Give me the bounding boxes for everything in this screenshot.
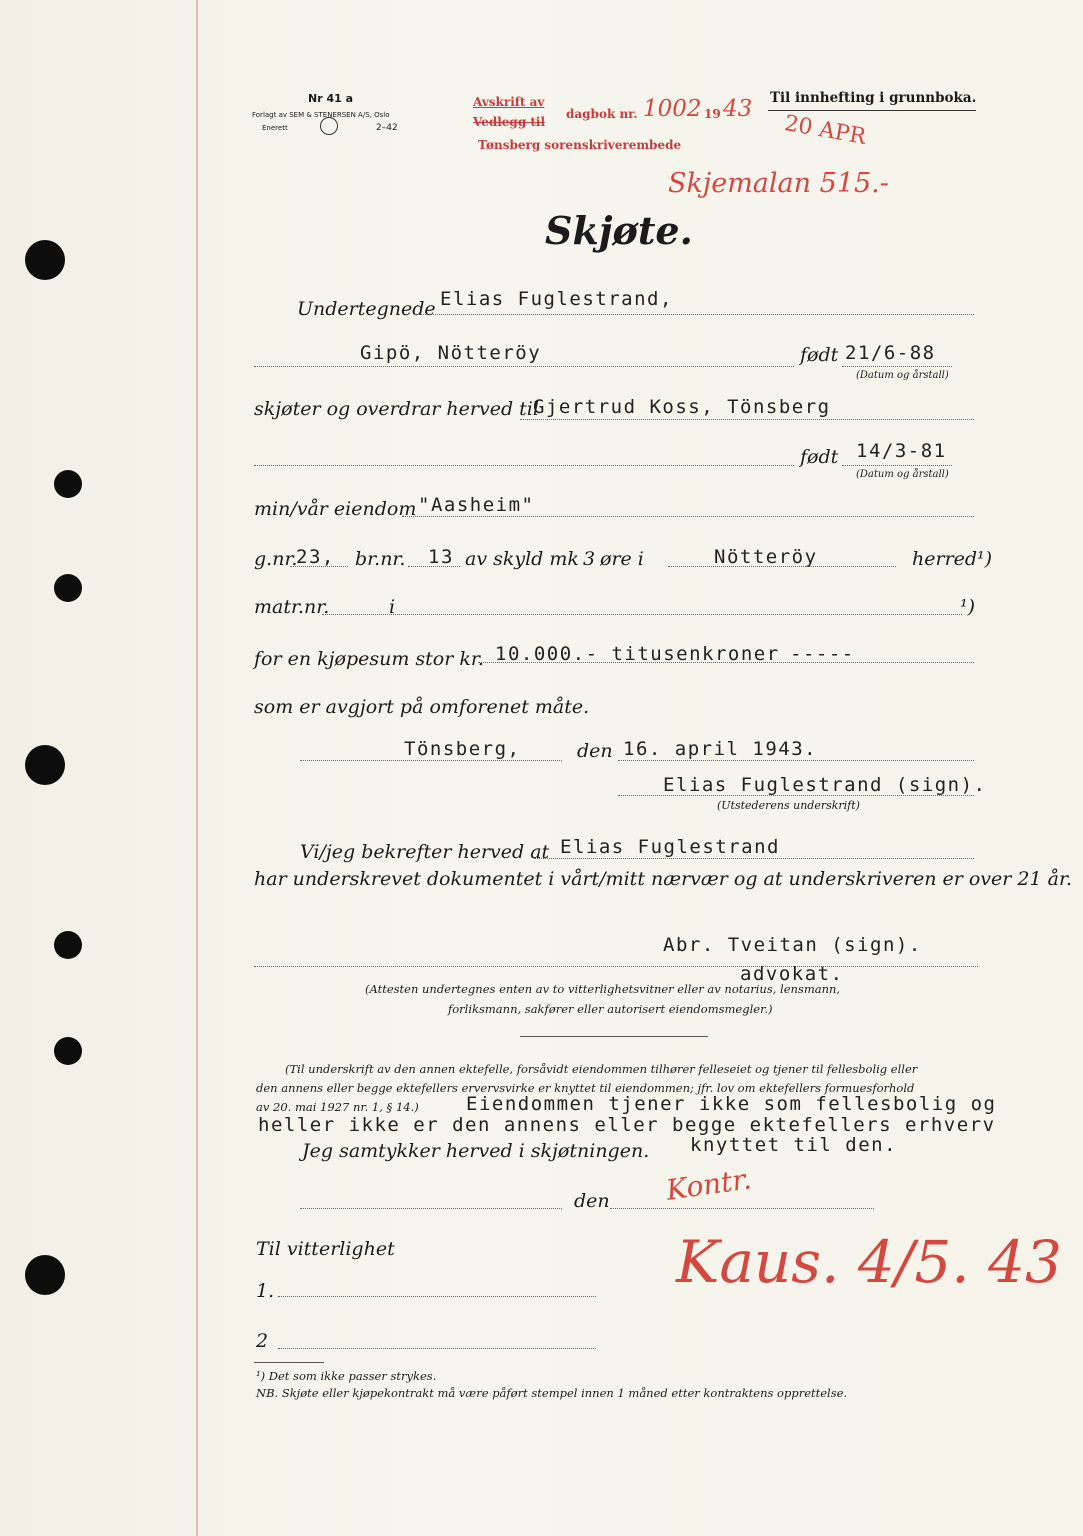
attest-name: Elias Fuglestrand xyxy=(560,836,780,858)
price-label: for en kjøpesum stor kr. xyxy=(254,648,484,670)
attest-prefix: Vi/jeg bekrefter herved at xyxy=(300,841,550,863)
brnr-value: 13 xyxy=(428,546,454,568)
spouse-note-3: av 20. mai 1927 nr. 1, § 14.) xyxy=(256,1100,419,1114)
punch-hole xyxy=(25,1255,65,1295)
herred-value: Nötteröy xyxy=(714,546,818,568)
matr-line xyxy=(322,614,962,615)
punch-hole xyxy=(54,470,82,498)
gnr-value: 23, xyxy=(296,546,335,568)
spouse-note-2: den annens eller begge ektefellers ervervsvirke er knyttet til eiendommen; jfr. lov om ektefellers formuesforhold xyxy=(256,1081,915,1095)
spouse-date-line xyxy=(610,1208,874,1209)
seller-address-line xyxy=(254,366,794,367)
gnr-line xyxy=(290,566,348,567)
ore-label: øre i xyxy=(600,548,644,570)
seller-label: Undertegnede xyxy=(297,298,436,320)
stamp-avskrift: Avskrift av xyxy=(473,95,545,109)
stamp-year-prefix: 19 xyxy=(704,107,721,121)
publisher-line: Forlagt av SEM & STENERSEN A/S, Oslo xyxy=(252,111,390,119)
buyer-born-line xyxy=(842,465,952,466)
seller-born-line xyxy=(842,366,952,367)
publisher-enerett: Enerett xyxy=(262,124,288,132)
property-line xyxy=(402,516,974,517)
herred-line xyxy=(668,566,896,567)
skyld-label: av skyld mk xyxy=(465,548,579,570)
buyer-name: Gjertrud Koss, Tönsberg xyxy=(533,396,831,418)
page-title: Skjøte. xyxy=(545,208,693,253)
spouse-typed-3: knyttet til den. xyxy=(690,1134,898,1156)
seller-born-label: født xyxy=(800,344,839,366)
punch-hole xyxy=(25,745,65,785)
grunnbok-rule xyxy=(768,110,976,111)
skyld-value: 3 xyxy=(583,548,596,570)
signature-line xyxy=(618,795,974,796)
grunnbok-label: Til innhefting i grunnboka. xyxy=(770,90,977,106)
punch-hole xyxy=(54,574,82,602)
buyer-born-label: født xyxy=(800,446,839,468)
signature-hint: (Utstederens underskrift) xyxy=(717,799,860,812)
publisher-date: 2–42 xyxy=(376,123,398,133)
spouse-typed-2: heller ikke er den annens eller begge ektefellers erhverv xyxy=(258,1114,996,1136)
attest-hint-2: forliksmann, sakfører eller autorisert eiendomsmegler.) xyxy=(448,1002,773,1016)
attest-hint-1: (Attesten undertegnes enten av to vitterlighetsvitner eller av notarius, lensmann, xyxy=(365,982,841,996)
stamp-year: 43 xyxy=(723,96,753,122)
matr-note: ¹) xyxy=(960,596,976,618)
attest-line xyxy=(534,858,974,859)
matr-label: matr.nr. xyxy=(254,596,330,618)
price-settled: som er avgjort på omforenet måte. xyxy=(254,696,590,718)
seller-name: Elias Fuglestrand, xyxy=(440,288,673,310)
witness-label: Til vitterlighet xyxy=(256,1238,395,1260)
footnote-1: ¹) Det som ikke passer strykes. xyxy=(256,1369,437,1383)
signing-place-line xyxy=(300,760,562,761)
attest-statement: har underskrevet dokumentet i vårt/mitt nærvær og at underskriveren er over 21 år. xyxy=(254,868,1072,890)
fee-note: Skjemalan 515.- xyxy=(668,168,889,199)
buyer-label: skjøter og overdrar herved til xyxy=(254,398,539,420)
matr-i: i xyxy=(389,596,396,618)
buyer-born: 14/3-81 xyxy=(856,440,947,462)
gnr-label: g.nr. xyxy=(254,548,298,570)
seller-born-hint: (Datum og årstall) xyxy=(856,370,949,381)
stamp-number: 1002 xyxy=(643,96,702,122)
witness-signature: Abr. Tveitan (sign). xyxy=(663,934,922,956)
stamp-office: Tønsberg sorenskriverembede xyxy=(478,138,682,152)
form-number: Nr 41 a xyxy=(308,92,354,105)
seller-line xyxy=(414,314,974,315)
seller-address: Gipö, Nötteröy xyxy=(360,342,542,364)
buyer-line xyxy=(520,419,974,420)
punch-hole xyxy=(54,1037,82,1065)
section-divider xyxy=(520,1036,708,1037)
margin-rule xyxy=(196,0,198,1536)
stamp-dagbok: dagbok nr. xyxy=(566,107,638,121)
stamp-date: 20 APR xyxy=(782,111,868,150)
signing-den: den xyxy=(577,740,613,762)
spouse-typed-1: Eiendommen tjener ikke som fellesbolig og xyxy=(466,1093,997,1115)
property-label: min/vår eiendom xyxy=(254,498,417,520)
witness-line xyxy=(254,966,978,967)
brnr-line xyxy=(408,566,460,567)
spouse-consent: Jeg samtykker herved i skjøtningen. xyxy=(302,1140,650,1162)
seller-signature: Elias Fuglestrand (sign). xyxy=(663,774,987,796)
witness-2-line xyxy=(278,1348,596,1349)
brnr-label: br.nr. xyxy=(355,548,406,570)
property-name: "Aasheim" xyxy=(418,494,535,516)
seller-born: 21/6-88 xyxy=(845,342,936,364)
witness-1-line xyxy=(278,1296,596,1297)
price-line xyxy=(478,662,974,663)
signing-date-line xyxy=(618,760,974,761)
control-initials: Kontr. xyxy=(664,1162,754,1207)
spouse-place-line xyxy=(300,1208,562,1209)
punch-hole xyxy=(25,240,65,280)
footnote-rule xyxy=(254,1362,324,1363)
witness-1-label: 1. xyxy=(256,1280,275,1302)
signing-place: Tönsberg, xyxy=(404,738,521,760)
price-dashes: ----- xyxy=(790,643,855,665)
stamp-vedlegg: Vedlegg til xyxy=(473,115,546,129)
witness-title: advokat. xyxy=(740,963,844,985)
spouse-note-1: (Til underskrift av den annen ektefelle, forsåvidt eiendommen tilhører felleseiet og tjener til fellesbolig eller xyxy=(285,1062,918,1076)
buyer-line-2 xyxy=(254,465,794,466)
herred-label: herred¹) xyxy=(912,548,993,570)
punch-hole xyxy=(54,931,82,959)
publisher-seal-icon xyxy=(320,117,338,135)
witness-2-label: 2 xyxy=(256,1330,269,1352)
spouse-den: den xyxy=(574,1190,610,1212)
footnote-nb: NB. Skjøte eller kjøpekontrakt må være påført stempel innen 1 måned etter kontraktens opprettelse. xyxy=(256,1386,848,1400)
price-amount: 10.000.- titusenkroner xyxy=(495,643,780,665)
signing-date: 16. april 1943. xyxy=(623,738,818,760)
red-annotation: Kaus. 4/5. 43 xyxy=(676,1228,1062,1296)
buyer-born-hint: (Datum og årstall) xyxy=(856,469,949,480)
